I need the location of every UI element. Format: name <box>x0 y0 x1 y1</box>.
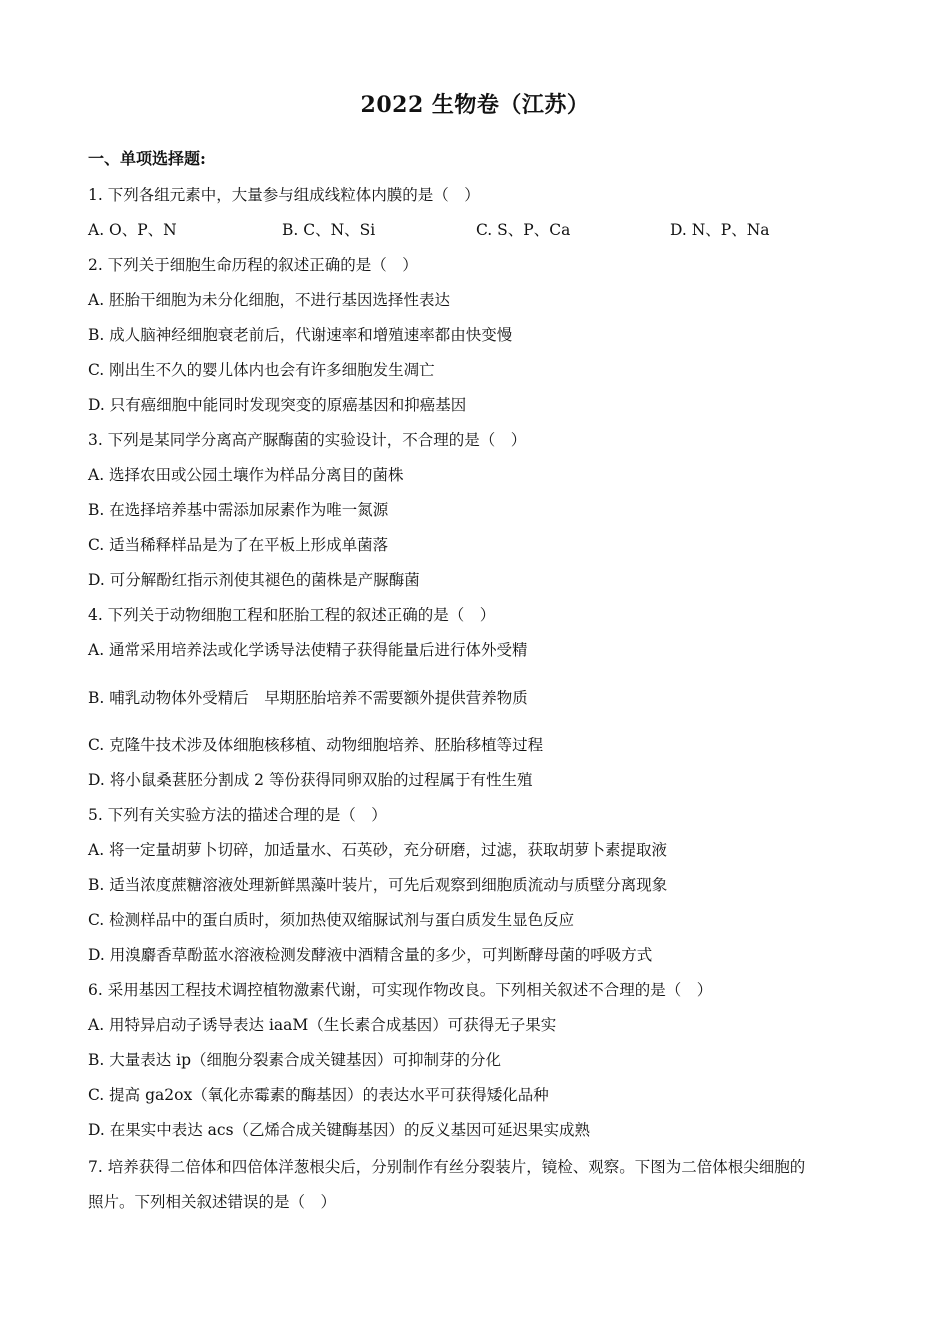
question-4-stem: 4. 下列关于动物细胞工程和胚胎工程的叙述正确的是（ ） <box>88 606 496 624</box>
question-1-stem: 1. 下列各组元素中，大量参与组成线粒体内膜的是（ ） <box>88 186 480 204</box>
question-1-option-b: B. C、N、Si <box>282 221 376 239</box>
question-7-stem-line-2: 照片。下列相关叙述错误的是（ ） <box>88 1193 337 1211</box>
question-6-option-c: C. 提高 ga2ox（氧化赤霉素的酶基因）的表达水平可获得矮化品种 <box>88 1086 549 1104</box>
question-5-option-a: A. 将一定量胡萝卜切碎，加适量水、石英砂，充分研磨，过滤，获取胡萝卜素提取液 <box>88 841 668 859</box>
question-1-option-c: C. S、P、Ca <box>476 221 571 239</box>
question-1-options <box>88 218 868 240</box>
question-2-option-b: B. 成人脑神经细胞衰老前后，代谢速率和增殖速率都由快变慢 <box>88 326 513 344</box>
question-3-option-a: A. 选择农田或公园土壤作为样品分离目的菌株 <box>88 466 404 484</box>
question-2-stem: 2. 下列关于细胞生命历程的叙述正确的是（ ） <box>88 256 418 274</box>
question-6-option-b: B. 大量表达 ip（细胞分裂素合成关键基因）可抑制芽的分化 <box>88 1051 502 1069</box>
question-3-stem: 3. 下列是某同学分离高产脲酶菌的实验设计，不合理的是（ ） <box>88 431 527 449</box>
question-4-option-b: B. 哺乳动物体外受精后 早期胚胎培养不需要额外提供营养物质 <box>88 689 528 707</box>
question-6-stem: 6. 采用基因工程技术调控植物激素代谢，可实现作物改良。下列相关叙述不合理的是（ ） <box>88 981 713 999</box>
question-2-option-d: D. 只有癌细胞中能同时发现突变的原癌基因和抑癌基因 <box>88 396 467 414</box>
question-3-option-c: C. 适当稀释样品是为了在平板上形成单菌落 <box>88 536 389 554</box>
question-6-option-a: A. 用特异启动子诱导表达 iaaM（生长素合成基因）可获得无子果实 <box>88 1016 557 1034</box>
question-2-option-c: C. 刚出生不久的婴儿体内也会有许多细胞发生凋亡 <box>88 361 435 379</box>
page-title: 2022 生物卷（江苏） <box>360 92 590 118</box>
question-1-option-a: A. O、P、N <box>88 221 177 239</box>
question-5-option-c: C. 检测样品中的蛋白质时，须加热使双缩脲试剂与蛋白质发生显色反应 <box>88 911 575 929</box>
question-3-option-b: B. 在选择培养基中需添加尿素作为唯一氮源 <box>88 501 389 519</box>
question-4-option-d: D. 将小鼠桑葚胚分割成 2 等份获得同卵双胎的过程属于有性生殖 <box>88 771 533 789</box>
question-3-option-d: D. 可分解酚红指示剂使其褪色的菌株是产脲酶菌 <box>88 571 420 589</box>
question-2-option-a: A. 胚胎干细胞为未分化细胞，不进行基因选择性表达 <box>88 291 451 309</box>
question-5-option-d: D. 用溴麝香草酚蓝水溶液检测发酵液中酒精含量的多少，可判断酵母菌的呼吸方式 <box>88 946 653 964</box>
question-7-stem-line-1: 7. 培养获得二倍体和四倍体洋葱根尖后，分别制作有丝分裂装片，镜检、观察。下图为二倍体根尖细胞的 <box>88 1158 806 1176</box>
question-4-option-c: C. 克隆牛技术涉及体细胞核移植、动物细胞培养、胚胎移植等过程 <box>88 736 544 754</box>
question-6-option-d: D. 在果实中表达 acs（乙烯合成关键酶基因）的反义基因可延迟果实成熟 <box>88 1121 591 1139</box>
question-5-option-b: B. 适当浓度蔗糖溶液处理新鲜黑藻叶装片，可先后观察到细胞质流动与质壁分离现象 <box>88 876 668 894</box>
question-4-option-a: A. 通常采用培养法或化学诱导法使精子获得能量后进行体外受精 <box>88 641 528 659</box>
question-5-stem: 5. 下列有关实验方法的描述合理的是（ ） <box>88 806 387 824</box>
question-1-option-d: D. N、P、Na <box>670 221 770 239</box>
section-heading: 一、单项选择题: <box>88 149 206 168</box>
